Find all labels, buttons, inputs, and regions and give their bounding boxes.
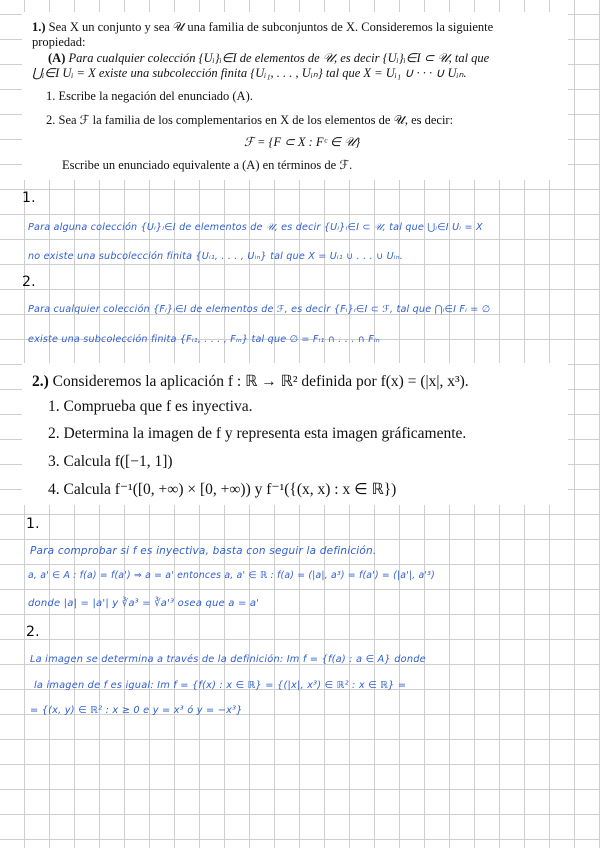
property-a-line-1: (A) Para cualquier colección {Uᵢ}ᵢ∈I de elementos de 𝒰, es decir {Uᵢ}ᵢ∈I ⊂ 𝒰, tal que [48, 51, 490, 65]
answer-1-line-4: existe una subcolección finita {Fᵢ₁, . . . , Fᵢₙ} tal que ∅ = Fᵢ₁ ∩ . . . ∩ Fᵢₙ [28, 334, 380, 345]
problem-2-item-2: 2. Determina la imagen de f y representa esta imagen gráficamente. [48, 425, 467, 442]
answer-2-number-1: 1. [26, 516, 40, 532]
answer-2-number-2: 2. [26, 624, 40, 640]
problem-2-item-1: 1. Comprueba que f es inyectiva. [48, 398, 253, 415]
answer-2-line-6: = {(x, y) ∈ ℝ² : x ≥ 0 e y = x³ ó y = −x³} [30, 705, 243, 716]
problem-1-intro-line-1: 1.) Sea X un conjunto y sea 𝒰 una familia de subconjuntos de X. Consideremos la siguiente [32, 20, 494, 34]
problem-2-panel [22, 363, 568, 505]
family-f-formula: ℱ = {F ⊂ X : Fᶜ ∈ 𝒰} [244, 135, 361, 149]
problem-2-item-3: 3. Calcula f([−1, 1]) [48, 453, 173, 470]
property-a-label: (A) [48, 51, 66, 65]
answer-1-number-2: 2. [22, 274, 36, 290]
answer-1-line-1: Para alguna colección {Uᵢ}ᵢ∈I de elementos de 𝒰, es decir {Uᵢ}ᵢ∈I ⊂ 𝒰, tal que ⋃ᵢ∈I Uᵢ = X [28, 222, 483, 233]
problem-1-intro-line-2: propiedad: [32, 35, 86, 49]
problem-1-item-2-tail: Escribe un enunciado equivalente a (A) en términos de ℱ. [62, 158, 353, 172]
problem-1-item-1: 1. Escribe la negación del enunciado (A). [46, 89, 253, 103]
answer-2-line-5: la imagen de f es igual: Im f = {f(x) : x ∈ ℝ} = {(|x|, x³) ∈ ℝ² : x ∈ ℝ} = [34, 680, 407, 691]
answer-2-line-3: donde |a| = |a'| y ∛a³ = ∛a'³ osea que a = a' [28, 598, 260, 609]
problem-1-item-2: 2. Sea ℱ la familia de los complementarios en X de los elementos de 𝒰, es decir: [46, 113, 454, 127]
answer-2-line-1: Para comprobar si f es inyectiva, basta con seguir la definición. [30, 545, 377, 557]
problem-2-item-4: 4. Calcula f⁻¹([0, +∞) × [0, +∞)) y f⁻¹({(x, x) : x ∈ ℝ}) [48, 481, 397, 498]
problem-2-heading: 2.) [32, 373, 49, 390]
answer-2-line-2: a, a' ∈ A : f(a) = f(a') ⇒ a = a' entonces a, a' ∈ ℝ : f(a) = (|a|, a³) = f(a') = (|a'|, a'³) [28, 570, 435, 581]
answer-1-number-1: 1. [22, 190, 36, 206]
answer-1-line-3: Para cualquier colección {Fᵢ}ᵢ∈I de elementos de ℱ, es decir {Fᵢ}ᵢ∈I ⊂ ℱ, tal que ⋂ᵢ∈I Fᵢ = ∅ [28, 304, 491, 315]
problem-2-intro: 2.) Consideremos la aplicación f : ℝ → ℝ² definida por f(x) = (|x|, x³). [32, 373, 469, 390]
property-a-line-2: ⋃ᵢ∈I Uᵢ = X existe una subcolección finita {Uᵢ₁, . . . , Uᵢₙ} tal que X = Uᵢ₁ ∪ · · · ∪ Uᵢₙ. [32, 66, 467, 80]
answer-2-line-4: La imagen se determina a través de la definición: Im f = {f(a) : a ∈ A} donde [30, 654, 426, 665]
problem-1-heading: 1.) [32, 20, 46, 34]
problem-1-panel [22, 12, 568, 180]
answer-1-line-2: no existe una subcolección finita {Uᵢ₁, . . . , Uᵢₙ} tal que X = Uᵢ₁ ∪ . . . ∪ Uᵢₙ. [28, 251, 403, 262]
